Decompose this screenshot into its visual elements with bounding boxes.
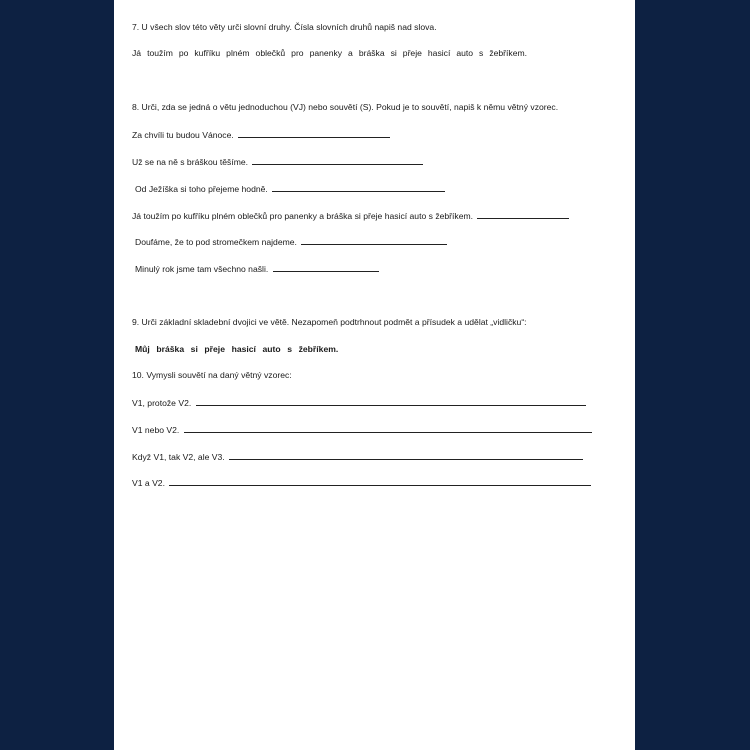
q7-instruction: 7. U všech slov této věty urči slovní druhy. Čísla slovních druhů napiš nad slova.	[132, 22, 437, 32]
q8-answer-blank[interactable]	[273, 263, 379, 272]
q8-sentence-row	[135, 263, 379, 275]
q10-pattern: V1 a V2.	[132, 478, 165, 488]
q10-pattern: V1, protože V2.	[132, 398, 192, 408]
q7-sentence: Já toužím po kufříku plném oblečků pro panenky a bráška si přeje hasicí auto s žebříkem.	[132, 48, 528, 58]
q10-pattern-row	[132, 397, 586, 409]
q10-instruction: 10. Vymysli souvětí na daný větný vzorec:	[132, 370, 292, 380]
q8-sentence: Minulý rok jsme tam všechno našli.	[135, 264, 269, 274]
q8-sentence-row	[135, 183, 445, 195]
q8-answer-blank[interactable]	[477, 210, 569, 219]
q10-answer-blank[interactable]	[169, 477, 591, 486]
q8-sentence: Za chvíli tu budou Vánoce.	[132, 130, 234, 140]
q10-pattern-row	[132, 477, 591, 489]
q8-answer-blank[interactable]	[272, 183, 445, 192]
q10-pattern: Když V1, tak V2, ale V3.	[132, 452, 225, 462]
q10-pattern-row	[132, 451, 583, 463]
q8-sentence-row	[132, 129, 390, 141]
q10-answer-blank[interactable]	[229, 451, 583, 460]
q9-instruction: 9. Urči základní skladební dvojici ve větě. Nezapomeň podtrhnout podmět a přísudek a udělat „vidličku“:	[132, 317, 527, 327]
worksheet-page	[114, 0, 635, 750]
q8-instruction: 8. Urči, zda se jedná o větu jednoduchou (VJ) nebo souvětí (S). Pokud je to souvětí, napiš k němu větný vzorec.	[132, 102, 559, 112]
q10-pattern-row	[132, 424, 592, 436]
q8-sentence: Od Ježíška si toho přejeme hodně.	[135, 184, 268, 194]
q8-sentence-row	[132, 210, 569, 222]
q10-answer-blank[interactable]	[196, 397, 586, 406]
q8-sentence: Doufáme, že to pod stromečkem najdeme.	[135, 237, 297, 247]
q10-answer-blank[interactable]	[184, 424, 592, 433]
q10-pattern: V1 nebo V2.	[132, 425, 180, 435]
q8-answer-blank[interactable]	[301, 236, 447, 245]
q8-sentence: Už se na ně s bráškou těšíme.	[132, 157, 249, 167]
q8-sentence-row	[132, 156, 423, 168]
q8-answer-blank[interactable]	[238, 129, 390, 138]
q9-sentence: Můj bráška si přeje hasicí auto s žebříkem.	[135, 344, 339, 354]
q8-sentence-row	[135, 236, 447, 248]
q8-sentence: Já toužím po kufříku plném oblečků pro panenky a bráška si přeje hasicí auto s žebříkem.	[132, 211, 474, 221]
q8-answer-blank[interactable]	[252, 156, 423, 165]
